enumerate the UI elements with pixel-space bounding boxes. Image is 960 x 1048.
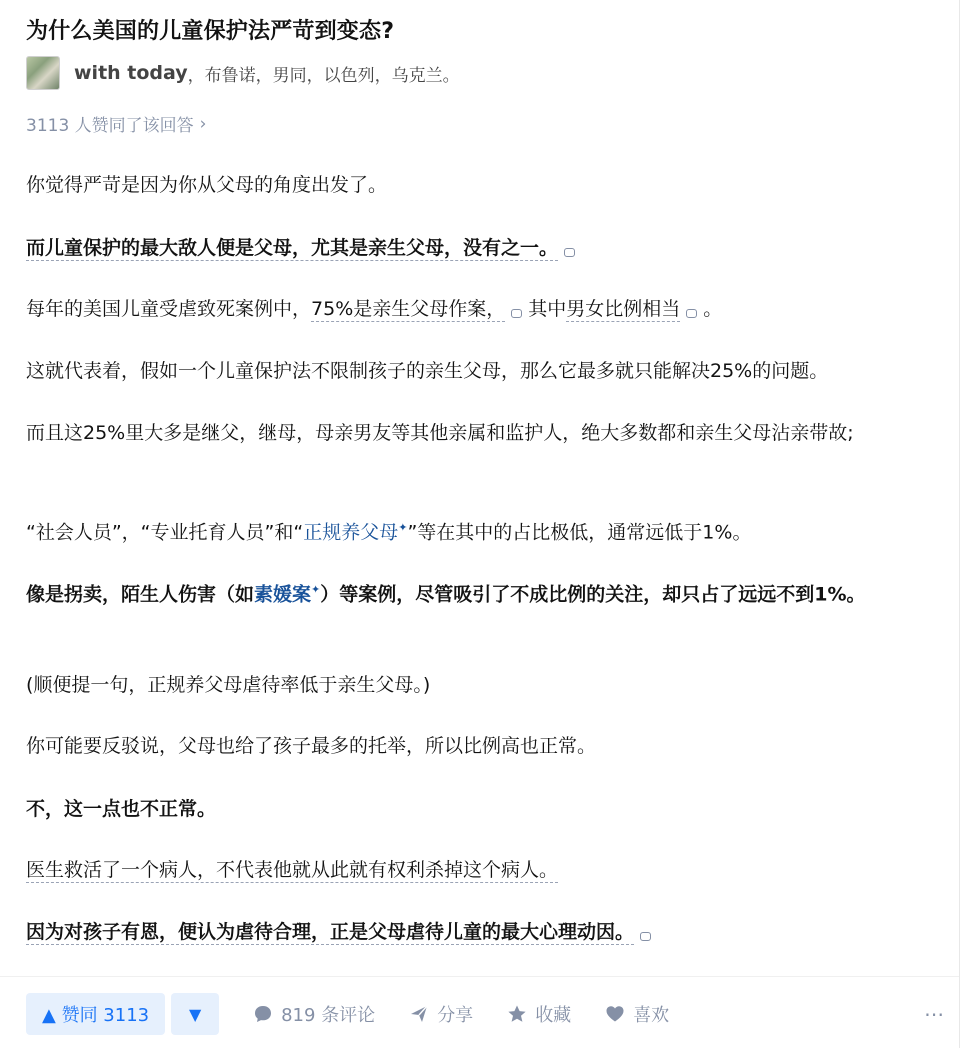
star-icon [507,1004,527,1024]
text-span: 其中 [528,298,567,320]
more-options-icon[interactable]: ⋯ [924,1002,946,1026]
paragraph: 不，这一点也不正常。 [26,798,217,820]
comment-bubble-icon[interactable] [564,248,575,257]
text-span: “社会人员”，“专业托育人员”和“ [26,521,304,544]
author-avatar[interactable] [26,56,60,90]
question-title[interactable]: 为什么美国的儿童保护法严苛到变态? [26,19,395,44]
comment-icon [253,1004,273,1024]
upvote-button[interactable] [26,993,165,1035]
paragraph [26,293,916,325]
upvote-label: ▲ 赞同 3113 [42,1005,150,1026]
highlighted-sentence[interactable]: 因为对孩子有恩，便认为虐待合理，正是父母虐待儿童的最大心理动因。 [26,921,635,943]
paragraph [26,232,916,264]
paragraph [26,854,916,886]
highlighted-sentence[interactable]: 75%是亲生父母作案， [311,298,506,320]
triangle-down-icon: ▼ [188,1004,202,1024]
action-bar [26,992,946,1036]
comment-bubble-icon[interactable] [686,309,697,318]
paragraph: 你觉得严苛是因为你从父母的角度出发了。 [26,174,388,196]
like-label: 喜欢 [633,1005,670,1026]
paragraph [26,512,916,548]
link-star-icon: ✦ [311,583,321,596]
share-icon [409,1004,429,1024]
highlighted-sentence[interactable]: 而儿童保护的最大敌人便是父母，尤其是亲生父母，没有之一。 [26,237,559,259]
text-span: 每年的美国儿童受虐致死案例中， [26,298,312,320]
favorite-button[interactable] [507,1001,571,1027]
paragraph: (顺便提一句，正规养父母虐待率低于亲生父母。) [26,674,431,696]
paragraph: 你可能要反驳说，父母也给了孩子最多的托举，所以比例高也正常。 [26,735,597,757]
favorite-label: 收藏 [535,1005,572,1026]
heart-icon [605,1004,625,1024]
share-label: 分享 [437,1005,474,1026]
link-star-icon: ✦ [398,521,408,534]
upvoters-link[interactable] [26,111,206,136]
text-span: 像是拐卖，陌生人伤害（如 [26,583,255,606]
text-span: 。 [703,298,723,320]
chevron-right-icon: › [199,113,207,134]
comment-bubble-icon[interactable] [640,932,651,941]
author-bio: ，布鲁诺，男同，以色列，乌克兰。 [187,65,460,86]
upvoters-text: 3113 人赞同了该回答 [26,116,194,136]
text-span: ”等在其中的占比极低，通常远低于1%。 [407,521,752,544]
paragraph: 而且这25%里大多是继父，继母，母亲男友等其他亲属和监护人，绝大多数都和亲生父母沾亲带故; [26,422,854,444]
comment-bubble-icon[interactable] [511,309,522,318]
comments-button[interactable] [253,1001,375,1027]
author-name[interactable]: with today [74,62,188,84]
highlighted-sentence[interactable]: 男女比例相当 [566,298,681,320]
paragraph: 这就代表着，假如一个儿童保护法不限制孩子的亲生父母，那么它最多就只能解决25%的问题。 [26,360,829,382]
text-span: ）等案例，尽管吸引了不成比例的关注，却只占了远远不到1%。 [320,583,866,606]
wiki-link[interactable]: 素媛案 [254,583,312,606]
paragraph [26,916,916,948]
comments-label: 819 条评论 [281,1005,376,1026]
highlighted-sentence[interactable]: 医生救活了一个病人，不代表他就从此就有权利杀掉这个病人。 [26,859,559,881]
author-row [26,56,460,90]
like-button[interactable] [605,1001,669,1027]
wiki-link[interactable]: 正规养父母 [303,521,399,544]
share-button[interactable] [409,1001,473,1027]
downvote-button[interactable] [171,993,219,1035]
action-bar-divider [0,976,959,977]
paragraph [26,574,916,610]
